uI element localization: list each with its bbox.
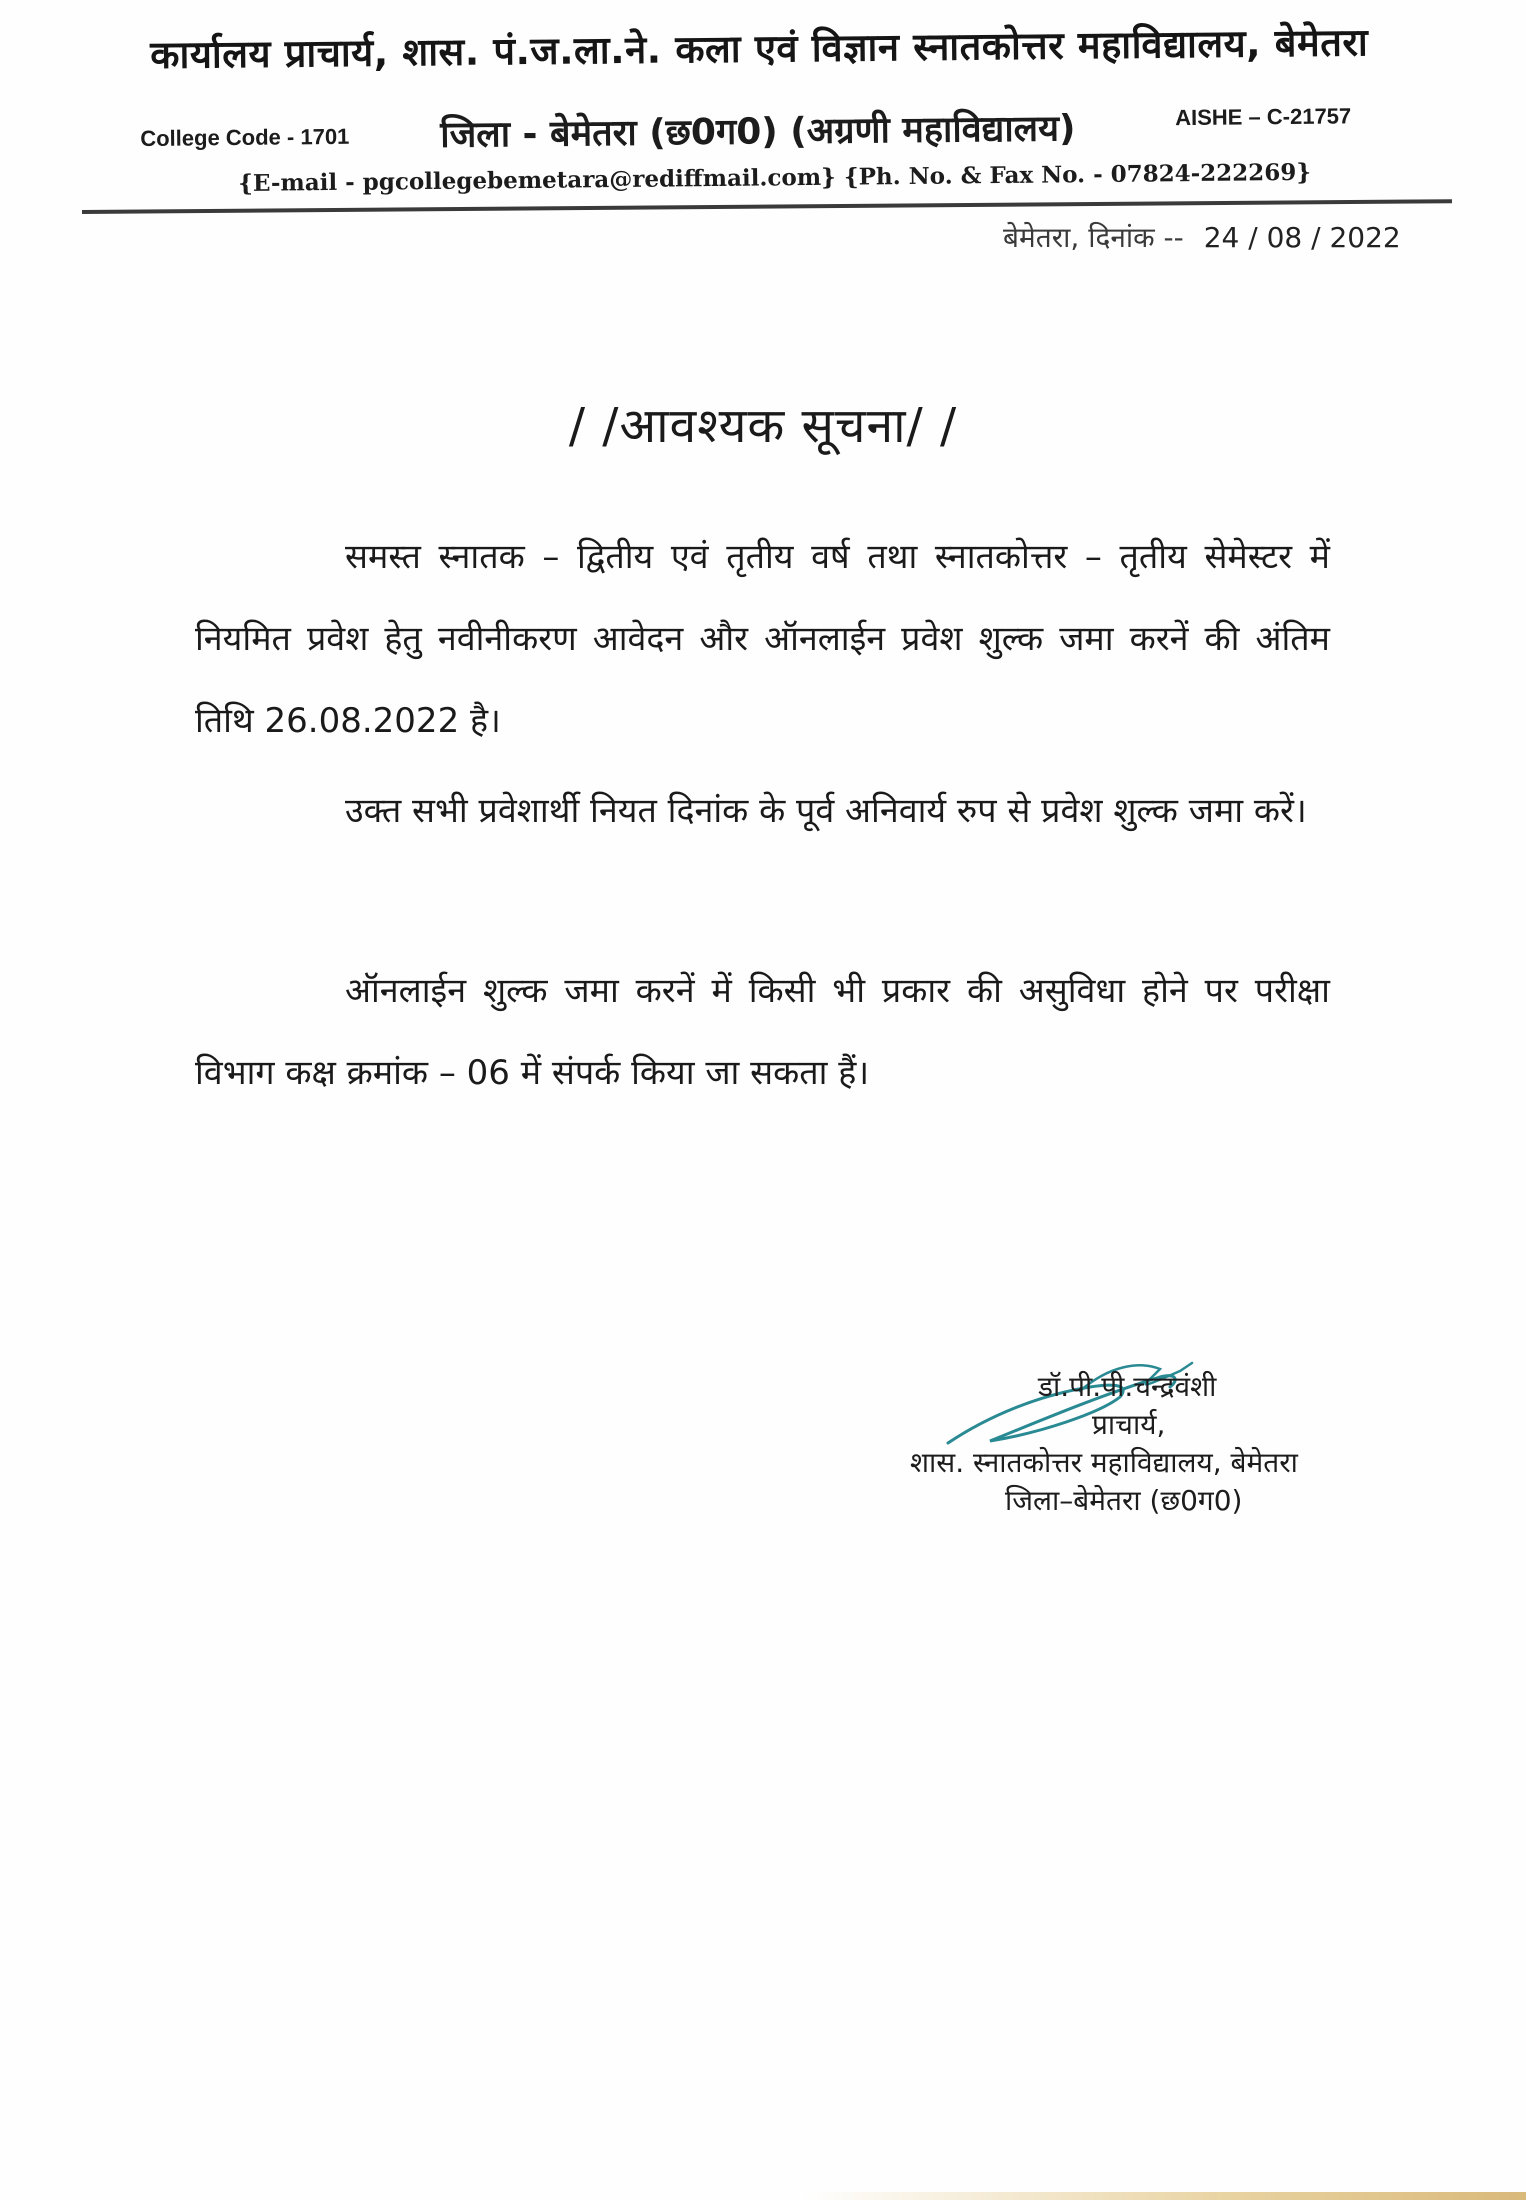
signatory-designation: प्राचार्य,: [1092, 1408, 1166, 1441]
signature-block: [880, 1368, 1380, 1520]
letterhead-district: जिला - बेमेतरा (छ0ग0) (अग्रणी महाविद्यालय): [440, 108, 1076, 156]
contact-line: {E-mail - pgcollegebemetara@rediffmail.com} {Ph. No. & Fax No. - 07824-222269}: [238, 158, 1312, 197]
college-code: College Code - 1701: [140, 123, 350, 151]
date-line: [1003, 218, 1401, 256]
page-edge-shadow: [800, 2192, 1526, 2200]
signatory-institution: शास. स्नातकोत्तर महाविद्यालय, बेमेतरा: [910, 1446, 1298, 1479]
aishe-code: AISHE – C-21757: [1174, 103, 1352, 131]
letterhead-title: कार्यालय प्राचार्य, शास. पं.ज.ला.ने. कला एवं विज्ञान स्नातकोत्तर महाविद्यालय, बेमेतरा: [150, 20, 1369, 77]
notice-heading: / /आवश्यक सूचना/ /: [568, 398, 958, 454]
header-divider: [82, 199, 1452, 214]
signatory-name: डॉ.पी.पी.चन्द्रवंशी: [1038, 1370, 1217, 1403]
date-value: 24 / 08 / 2022: [1203, 221, 1401, 254]
notice-paragraph-2: उक्त सभी प्रवेशार्थी नियत दिनांक के पूर्व अनिवार्य रुप से प्रवेश शुल्क जमा करें।: [345, 791, 1307, 831]
notice-paragraph-3: ऑनलाईन शुल्क जमा करनें में किसी भी प्रकार की असुविधा होने पर परीक्षा विभाग कक्ष क्रमांक – 06 में संपर्क किया जा सकता हैं।: [195, 971, 1330, 1093]
signatory-district: जिला–बेमेतरा (छ0ग0): [1005, 1484, 1243, 1517]
date-label: बेमेतरा, दिनांक --: [1003, 221, 1184, 254]
notice-paragraph-1: समस्त स्नातक – द्वितीय एवं तृतीय वर्ष तथा स्नातकोत्तर – तृतीय सेमेस्टर में नियमित प्रवेश हेतु नवीनीकरण आवेदन और ऑनलाईन प्रवेश शुल्क जमा करनें की अंतिम तिथि 26.08.2022 है।: [195, 537, 1330, 741]
